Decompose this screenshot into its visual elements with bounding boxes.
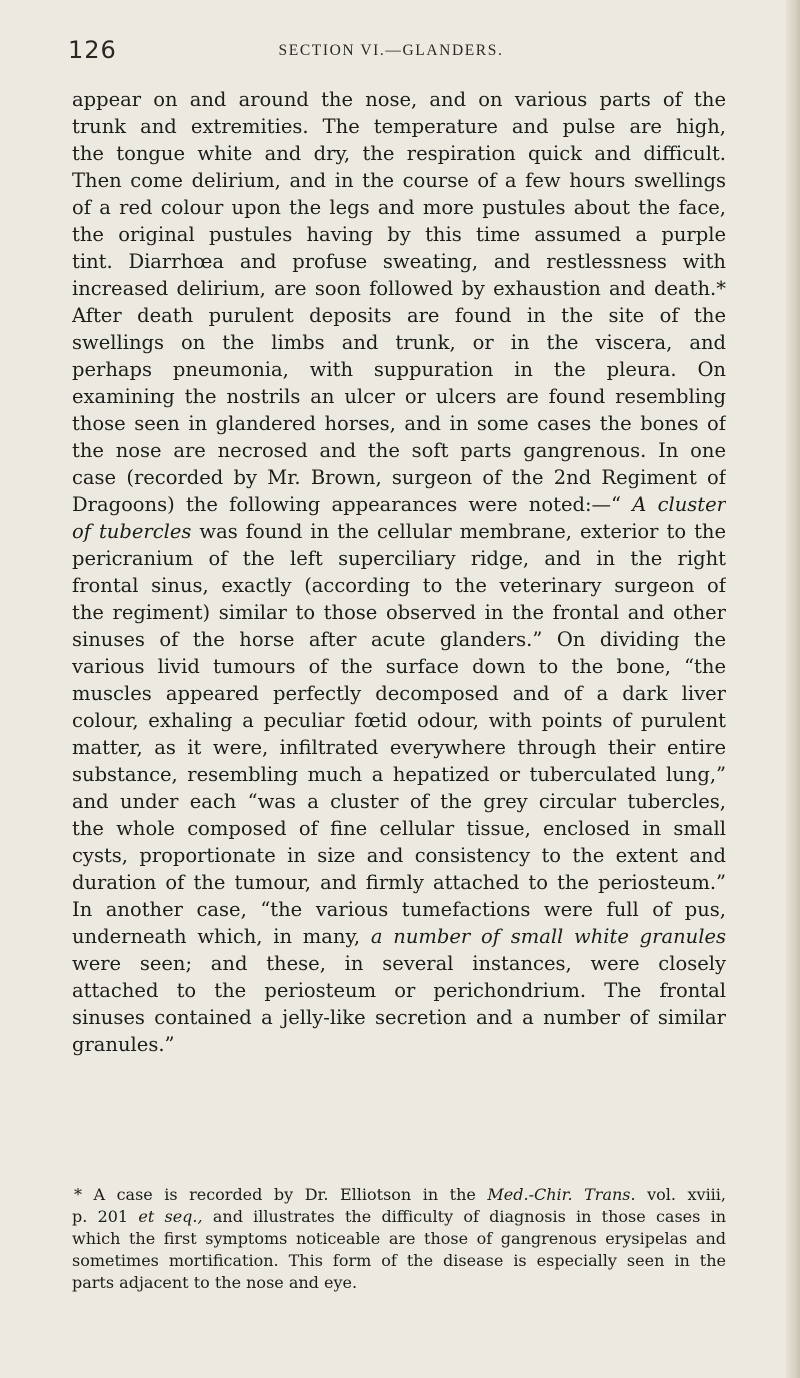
running-title: SECTION VI.—GLANDERS. <box>278 42 504 59</box>
page-header <box>68 36 714 66</box>
text-line: frontal sinus, exactly (according to the veterinary surgeon of <box>72 574 726 597</box>
text-line: those seen in glandered horses, and in some cases the bones of <box>72 412 726 435</box>
text-run: vol. xviii, <box>647 1185 726 1204</box>
text-line: swellings on the limbs and trunk, or in the viscera, and <box>72 331 726 354</box>
text-line-mixed <box>72 923 726 950</box>
page-number: 126 <box>68 36 117 64</box>
text-run: and illustrates the difficulty of diagnosis in those cases in <box>212 1207 726 1226</box>
text-line: After death purulent deposits are found in the site of the <box>72 304 726 327</box>
text-line: were seen; and these, in several instances, were closely <box>72 952 726 975</box>
text-line: the regiment) similar to those observed in the frontal and other <box>72 601 726 624</box>
footnote-line: parts adjacent to the nose and eye. <box>72 1273 358 1292</box>
footnote-line: sometimes mortification. This form of the disease is especially seen in the <box>72 1251 726 1270</box>
text-line-mixed <box>72 491 726 518</box>
italic-run: a number of small white granules <box>370 925 726 948</box>
text-run: * A case is recorded by Dr. Elliotson in the <box>74 1185 476 1204</box>
text-line: increased delirium, are soon followed by exhaustion and death.* <box>72 277 726 300</box>
text-line: sinuses of the horse after acute glanders.” On dividing the <box>72 628 726 651</box>
body-text <box>72 86 726 1058</box>
footnote-line <box>72 1184 726 1206</box>
text-line: examining the nostrils an ulcer or ulcers are found resembling <box>72 385 726 408</box>
text-line: tint. Diarrhœa and profuse sweating, and restlessness with <box>72 250 726 273</box>
text-line: the whole composed of fine cellular tissue, enclosed in small <box>72 817 726 840</box>
text-run: p. 201 <box>72 1207 129 1226</box>
text-line: the tongue white and dry, the respiration quick and difficult. <box>72 142 726 165</box>
text-run: Dragoons) the following appearances were noted:—“ <box>72 493 622 516</box>
text-line: colour, exhaling a peculiar fœtid odour, with points of purulent <box>72 709 726 732</box>
text-line: cysts, proportionate in size and consistency to the extent and <box>72 844 726 867</box>
text-line: Then come delirium, and in the course of a few hours swellings <box>72 169 726 192</box>
text-line: the original pustules having by this time assumed a purple <box>72 223 726 246</box>
text-run: was found in the cellular membrane, exterior to the <box>199 520 726 543</box>
text-line: sinuses contained a jelly-like secretion and a number of similar <box>72 1006 726 1029</box>
text-line: appear on and around the nose, and on various parts of the <box>72 88 726 111</box>
text-line: matter, as it were, infiltrated everywhere through their entire <box>72 736 726 759</box>
text-line: and under each “was a cluster of the grey circular tubercles, <box>72 790 726 813</box>
footnote-line <box>72 1206 726 1228</box>
text-line: perhaps pneumonia, with suppuration in the pleura. On <box>72 358 726 381</box>
text-line: case (recorded by Mr. Brown, surgeon of the 2nd Regiment of <box>72 466 726 489</box>
italic-run: A cluster <box>632 493 726 516</box>
text-line: attached to the periosteum or perichondrium. The frontal <box>72 979 726 1002</box>
text-line: various livid tumours of the surface down to the bone, “the <box>72 655 726 678</box>
footnote-line: which the first symptoms noticeable are those of gangrenous erysipelas and <box>72 1229 726 1248</box>
text-line: pericranium of the left superciliary ridge, and in the right <box>72 547 726 570</box>
italic-run: et seq., <box>138 1207 203 1226</box>
footnote <box>72 1184 726 1294</box>
italic-run: Med.-Chir. Trans. <box>487 1185 636 1204</box>
text-line: trunk and extremities. The temperature and pulse are high, <box>72 115 726 138</box>
text-run: underneath which, in many, <box>72 925 361 948</box>
text-line: substance, resembling much a hepatized or tuberculated lung,” <box>72 763 726 786</box>
text-line: In another case, “the various tumefactions were full of pus, <box>72 898 726 921</box>
page-edge-shadow <box>786 0 800 1378</box>
text-line: the nose are necrosed and the soft parts gangrenous. In one <box>72 439 726 462</box>
text-line: granules.” <box>72 1033 175 1056</box>
text-line-mixed <box>72 518 726 545</box>
text-line: muscles appeared perfectly decomposed and of a dark liver <box>72 682 726 705</box>
italic-run: of tubercles <box>72 520 192 543</box>
text-line: of a red colour upon the legs and more pustules about the face, <box>72 196 726 219</box>
text-line: duration of the tumour, and firmly attached to the periosteum.” <box>72 871 726 894</box>
